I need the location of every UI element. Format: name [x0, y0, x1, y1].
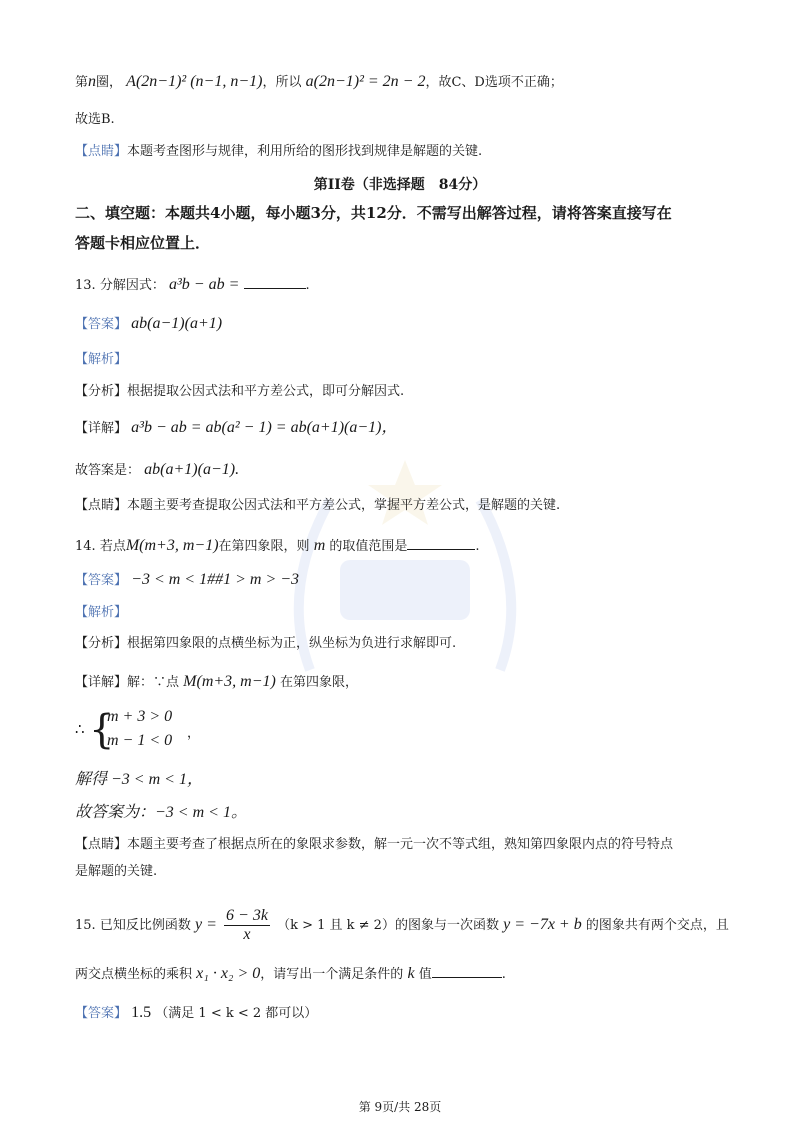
q14-comment-line2: 是解题的关键.	[75, 864, 158, 879]
answer-value: 1.5	[131, 1004, 152, 1021]
q14-fenxi	[75, 634, 740, 654]
inequality-1: m + 3 > 0	[107, 708, 173, 725]
q14-analysis-tag: 【解析】	[75, 605, 128, 620]
question-number: 14.	[75, 539, 96, 554]
final-prefix: 故答案是：	[75, 463, 141, 478]
q14-comment-line1	[75, 835, 740, 855]
comment-tag: 【点睛】	[75, 498, 128, 513]
text: ，所以	[262, 75, 302, 90]
text: 第	[75, 75, 89, 90]
detail-tag: 【详解】	[75, 675, 128, 690]
var-n: n	[88, 73, 97, 90]
question-number: 13.	[75, 278, 96, 293]
detail-text: 解：∵点	[127, 675, 180, 690]
q13-analysis-tag: 【解析】	[75, 352, 128, 367]
condition: （k > 1 且 k ≠ 2）	[277, 918, 395, 933]
q13-comment	[75, 496, 740, 516]
comment-tag: 【点睛】	[75, 144, 128, 159]
q12-comment	[75, 142, 740, 162]
solve-text: 解得 −3 < m < 1，	[75, 771, 203, 788]
linear-function: y = −7x + b	[503, 916, 582, 933]
var-m: m	[313, 537, 326, 554]
question-text: 的取值范围是	[329, 539, 408, 554]
section-title: 第II卷（非选择题 84分）	[313, 177, 487, 193]
formula-a-value: a(2n−1)² = 2n − 2	[305, 73, 426, 90]
detail-tag: 【详解】	[75, 421, 128, 436]
answer-value: ab(a−1)(a+1)	[131, 315, 223, 332]
q13-stem: 13. 分解因式： a³b − ab = .	[75, 276, 310, 293]
question-text: 的图象与一次函数	[394, 918, 499, 933]
text: 圈，	[96, 75, 123, 90]
fenxi-text: 根据第四象限的点横坐标为正，纵坐标为负进行求解即可.	[127, 636, 457, 651]
inequality-system	[75, 708, 275, 754]
point-M: M(m+3, m−1)	[125, 537, 219, 554]
detail-text: 在第四象限，	[280, 675, 359, 690]
inequality-2: m − 1 < 0	[107, 732, 173, 749]
fenxi-tag: 【分析】	[75, 384, 128, 399]
q14-detail	[75, 672, 740, 693]
q14-stem: 14. 若点M(m+3, m−1)在第四象限，则 m 的取值范围是 .	[75, 537, 480, 554]
fraction	[224, 907, 270, 944]
left-brace-icon: {	[89, 707, 115, 753]
q12-choice: 故选B.	[75, 112, 115, 127]
question-text: 已知反比例函数	[99, 918, 191, 933]
answer-value: −3 < m < 1##1 > m > −3	[131, 571, 300, 588]
fraction-numerator: 6 − 3k	[226, 907, 268, 924]
fenxi-text: 根据提取公因式法和平方差公式，即可分解因式.	[127, 384, 405, 399]
function-lhs: y =	[194, 916, 217, 933]
comment-text: 本题考查图形与规律，利用所给的图形找到规律是解题的关键.	[127, 144, 483, 159]
question-text: 值	[418, 967, 432, 982]
question-text: 若点	[99, 539, 126, 554]
q12-conclusion-line	[75, 72, 740, 93]
point-M: M(m+3, m−1)	[183, 673, 276, 690]
q15-stem-line1	[75, 906, 740, 945]
q13-final	[75, 460, 740, 481]
fenxi-tag: 【分析】	[75, 636, 128, 651]
formula-point-A: A(2n−1)² (n−1, n−1)	[126, 73, 263, 90]
product-condition: x₁ · x₂ > 0	[196, 965, 261, 982]
q13-answer	[75, 314, 740, 335]
question-text: ，请写出一个满足条件的	[260, 967, 404, 982]
final-text: 故答案为：−3 < m < 1。	[75, 804, 247, 821]
question-text: 在第四象限，则	[218, 539, 310, 554]
q14-solve	[75, 770, 740, 791]
q13-fenxi	[75, 382, 740, 402]
q14-answer	[75, 570, 740, 591]
text: ，故C、D选项不正确；	[425, 75, 563, 90]
answer-blank	[244, 274, 306, 289]
comment-text: 本题主要考查了根据点所在的象限求参数，解一元一次不等式组，熟知第四象限内点的符号特点	[127, 837, 674, 852]
q15-stem-line2: 两交点横坐标的乘积 x₁ · x₂ > 0，请写出一个满足条件的 k 值 .	[75, 965, 506, 982]
therefore-symbol: ∴	[75, 720, 85, 738]
page-footer: 第 9页/共 28页	[358, 1100, 442, 1114]
q14-final	[75, 803, 740, 824]
answer-blank	[407, 535, 475, 550]
comment-tag: 【点睛】	[75, 837, 128, 852]
fraction-denominator: x	[243, 926, 251, 943]
question-number: 15.	[75, 918, 96, 933]
q13-detail	[75, 418, 740, 439]
answer-tag: 【答案】	[75, 1006, 128, 1021]
q15-answer	[75, 1003, 740, 1024]
var-k: k	[407, 965, 415, 982]
question-text: 的图象共有两个交点，且	[585, 918, 729, 933]
question-text: 分解因式：	[99, 278, 165, 293]
expression: a³b − ab =	[168, 276, 240, 293]
section-intro-line1: 二、填空题：本题共4小题，每小题3分，共12分．不需写出解答过程，请将答案直接写在	[75, 204, 672, 222]
question-text: 两交点横坐标的乘积	[75, 967, 193, 982]
answer-tag: 【答案】	[75, 573, 128, 588]
punctuation: ，	[187, 726, 201, 741]
detail-expression: a³b − ab = ab(a² − 1) = ab(a+1)(a−1)，	[131, 419, 398, 436]
section-intro-line2: 答题卡相应位置上．	[75, 234, 211, 252]
final-expression: ab(a+1)(a−1).	[144, 461, 240, 478]
answer-tag: 【答案】	[75, 317, 128, 332]
answer-note: （满足 1 < k < 2 都可以）	[155, 1006, 318, 1021]
comment-text: 本题主要考查提取公因式法和平方差公式，掌握平方差公式，是解题的关键.	[127, 498, 561, 513]
answer-blank	[432, 963, 502, 978]
